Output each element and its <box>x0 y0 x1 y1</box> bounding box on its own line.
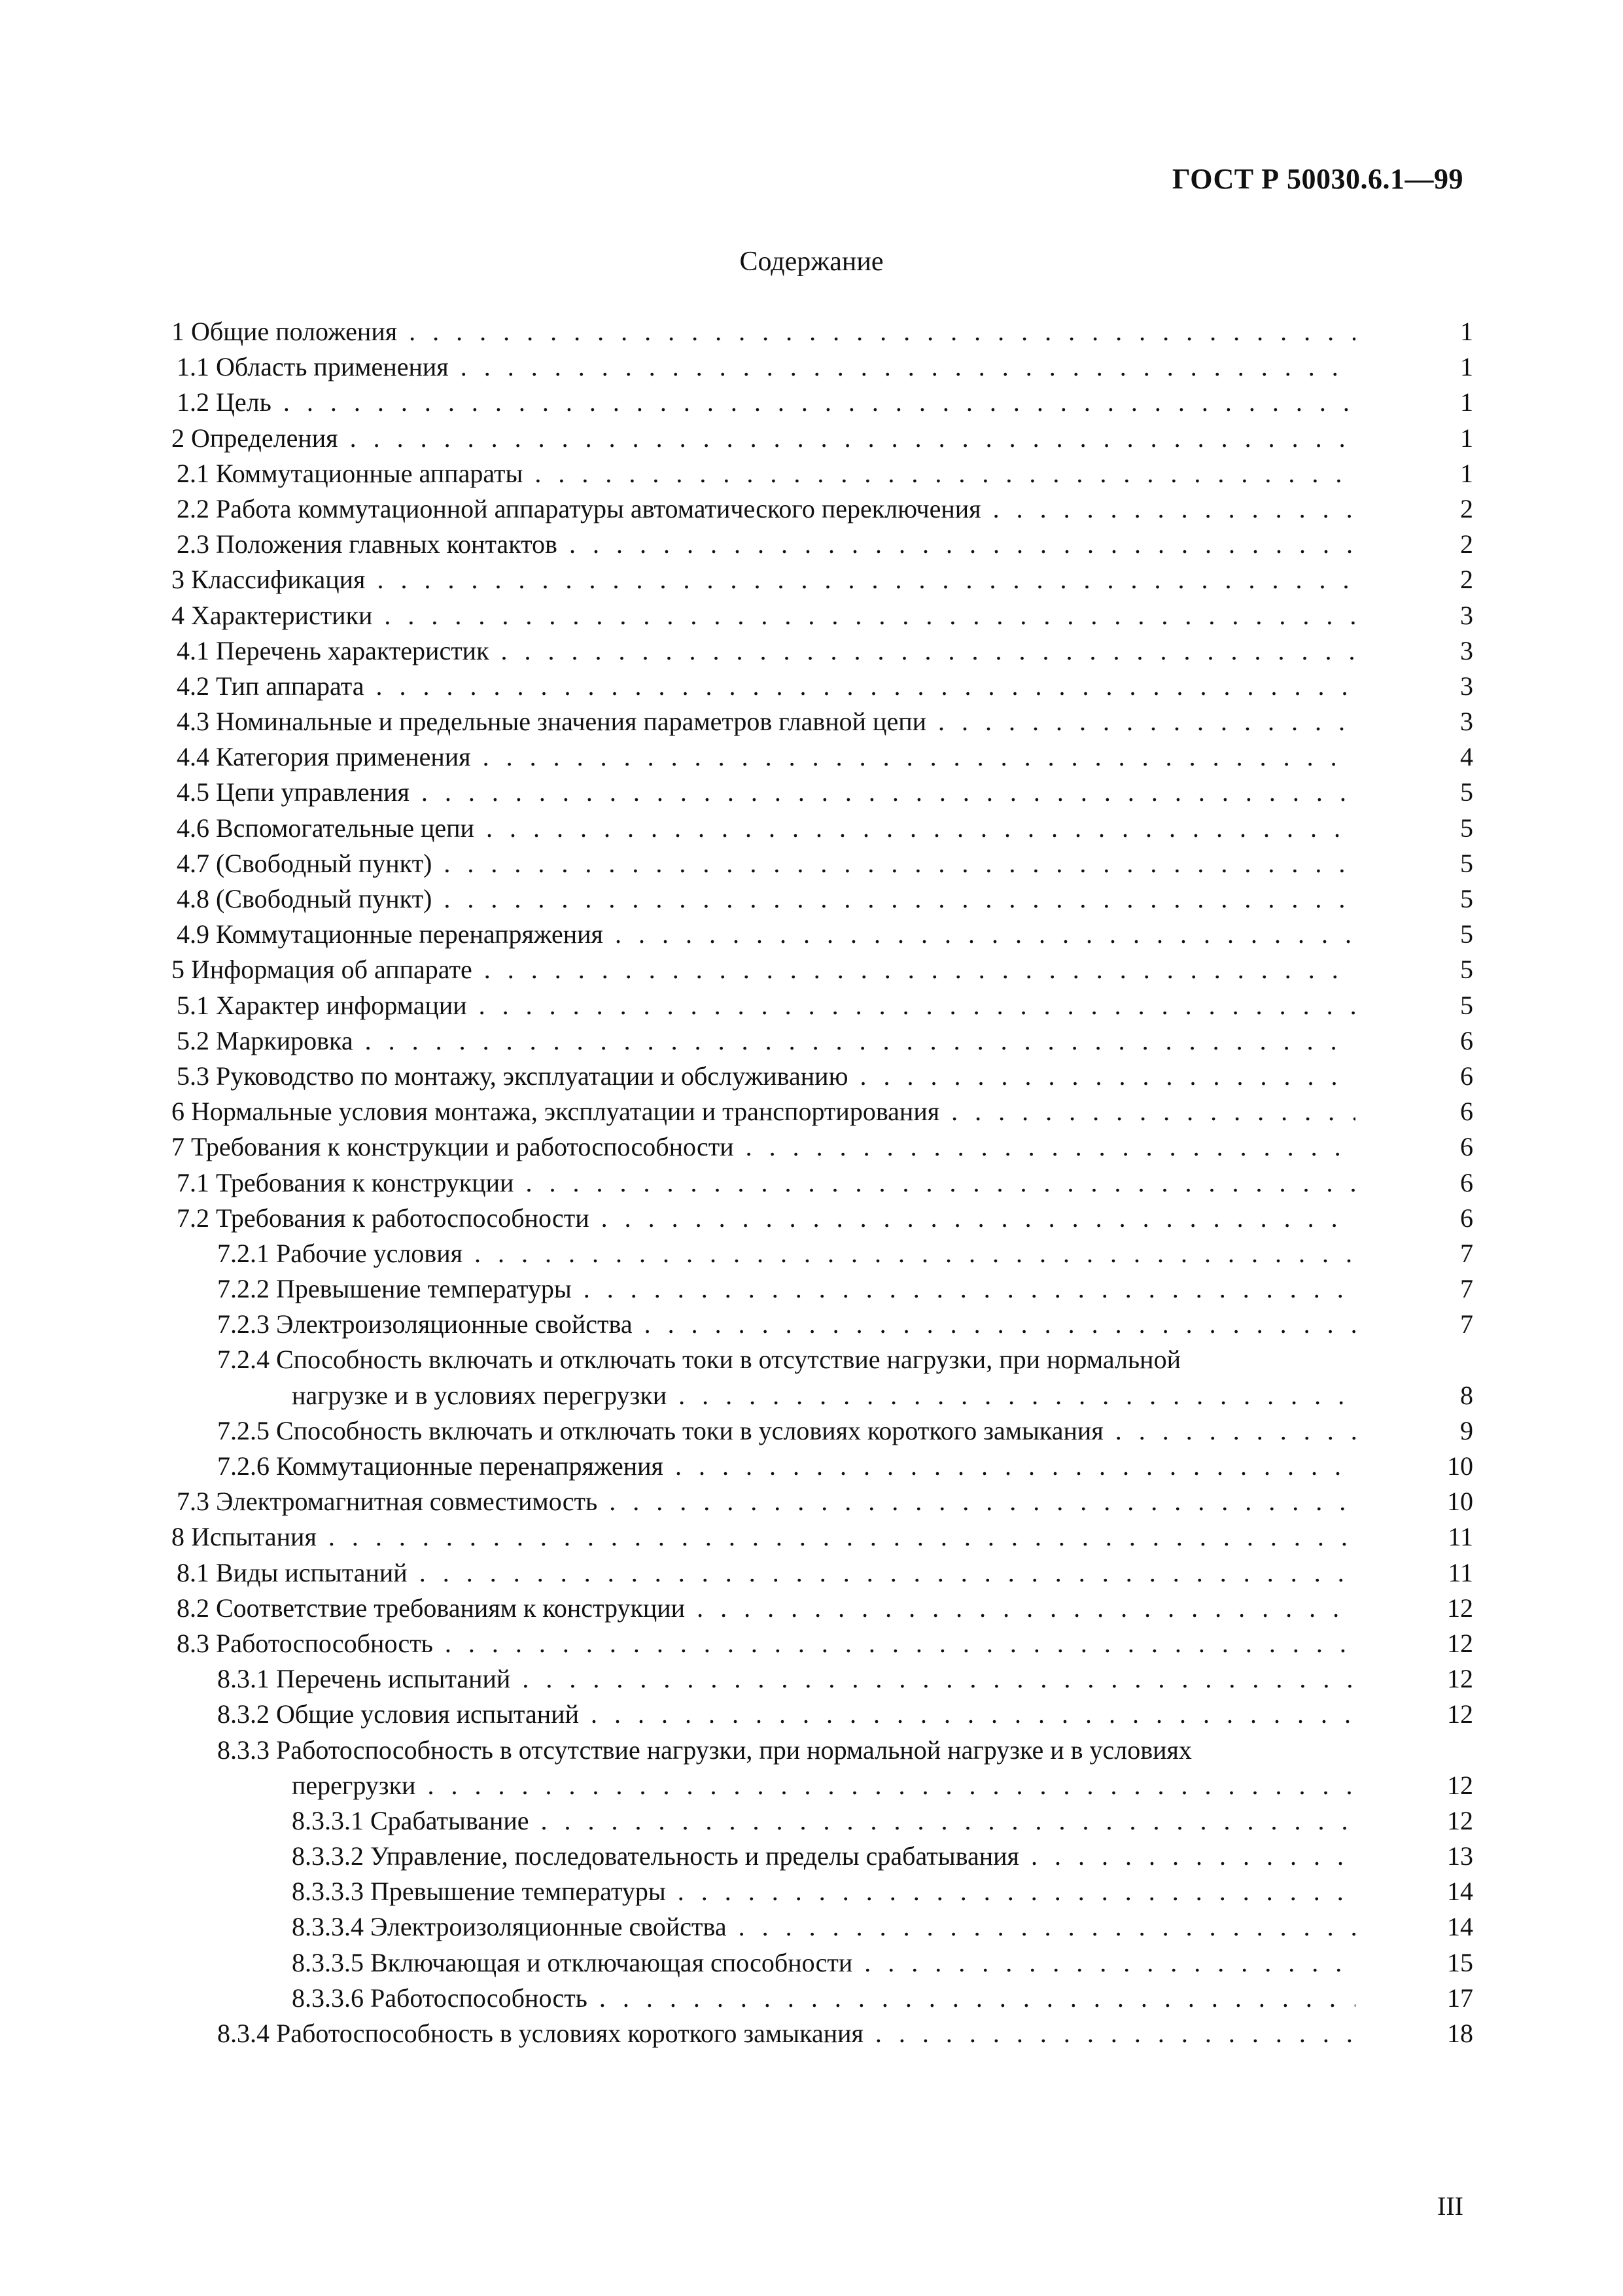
toc-entry-title: 8.3.3.1 Срабатывание <box>292 1805 529 1835</box>
toc-entry <box>171 1519 1473 1555</box>
toc-entry <box>171 1023 1473 1059</box>
toc-entry-title: 8.3.1 Перечень испытаний <box>217 1664 511 1694</box>
toc-entry-page: 11 <box>1448 1522 1473 1552</box>
toc-entry <box>171 1165 1473 1201</box>
toc-entry <box>171 1449 1473 1484</box>
toc-entry <box>171 385 1473 420</box>
toc-entry-page: 12 <box>1447 1770 1473 1800</box>
toc-entry <box>171 1626 1473 1661</box>
toc-entry-page: 14 <box>1447 1877 1473 1907</box>
toc-entry-page: 5 <box>1460 848 1473 878</box>
toc-entry-page: 2 <box>1460 493 1473 523</box>
page-folio: III <box>1437 2191 1463 2221</box>
toc-entry <box>171 1733 1473 1768</box>
toc-entry-page: 5 <box>1460 955 1473 985</box>
toc-entry-title: 4.3 Номинальные и предельные значения параметров главной цепи <box>177 707 927 737</box>
toc-entry-title: 8.3.3.6 Работоспособность <box>292 1983 587 2013</box>
toc-entry-title: 8.2 Соответствие требованиям к конструкции <box>177 1593 686 1623</box>
toc-entry-page: 6 <box>1460 1061 1473 1091</box>
toc-entry-page: 5 <box>1460 813 1473 843</box>
toc-entry-title: 8.3.3.3 Превышение температуры <box>292 1877 666 1907</box>
toc-entry-title: 7.2.6 Коммутационные перенапряжения <box>217 1451 663 1481</box>
toc-entry <box>171 775 1473 810</box>
toc-entry <box>171 988 1473 1023</box>
toc-entry <box>171 1981 1473 2016</box>
toc-entry-page: 17 <box>1447 1983 1473 2013</box>
toc-entry-title: 1.1 Область применения <box>177 352 449 382</box>
toc-entry-title: 8 Испытания <box>171 1522 317 1552</box>
toc-entry <box>171 1342 1473 1377</box>
toc-entry-page: 13 <box>1447 1841 1473 1871</box>
toc-entry-title: 7.3 Электромагнитная совместимость <box>177 1487 598 1517</box>
toc-entry <box>171 314 1473 349</box>
toc-entry-title: 1.2 Цель <box>177 387 271 417</box>
toc-entry-title: 5.3 Руководство по монтажу, эксплуатации и обслуживанию <box>177 1061 848 1091</box>
toc-entry-title: 4.8 (Свободный пункт) <box>177 884 432 913</box>
toc-entry <box>171 1413 1473 1449</box>
toc-entry-title: 8.3.3.2 Управление, последовательность и пределы срабатывания <box>292 1841 1019 1871</box>
toc-entry <box>171 811 1473 846</box>
toc-entry-page: 1 <box>1460 352 1473 382</box>
toc-entry-title: 8.3.3 Работоспособность в отсутствие нагрузки, при нормальной нагрузке и в условиях <box>217 1735 1192 1765</box>
toc-entry <box>171 1909 1473 1945</box>
table-of-contents <box>171 314 1473 2051</box>
toc-entry-title: 5.1 Характер информации <box>177 990 467 1020</box>
toc-entry-page: 10 <box>1447 1487 1473 1517</box>
toc-entry-title: 6 Нормальные условия монтажа, эксплуатации и транспортирования <box>171 1097 940 1127</box>
toc-entry <box>171 527 1473 562</box>
toc-entry-page: 7 <box>1460 1238 1473 1268</box>
toc-entry-page: 2 <box>1460 565 1473 595</box>
toc-entry-page: 8 <box>1460 1380 1473 1410</box>
toc-entry-title: 4.9 Коммутационные перенапряжения <box>177 919 603 949</box>
toc-entry-title: нагрузке и в условиях перегрузки <box>292 1380 667 1410</box>
toc-entry-page: 2 <box>1460 529 1473 559</box>
toc-entry <box>171 1697 1473 1732</box>
toc-entry-page: 12 <box>1447 1699 1473 1729</box>
toc-entry <box>171 1378 1473 1413</box>
toc-entry <box>171 1094 1473 1129</box>
toc-entry <box>171 1839 1473 1874</box>
toc-entry-title: 7 Требования к конструкции и работоспособности <box>171 1132 734 1162</box>
toc-entry-page: 9 <box>1460 1415 1473 1445</box>
toc-entry-page: 12 <box>1447 1593 1473 1623</box>
toc-entry-page: 7 <box>1460 1274 1473 1304</box>
toc-entry <box>171 598 1473 633</box>
toc-entry-title: 2 Определения <box>171 423 338 453</box>
toc-entry <box>171 1768 1473 1803</box>
toc-entry-page: 5 <box>1460 919 1473 949</box>
toc-entry <box>171 456 1473 491</box>
toc-entry <box>171 952 1473 987</box>
toc-entry-title: 3 Классификация <box>171 565 366 595</box>
toc-entry-title: перегрузки <box>292 1770 416 1800</box>
toc-entry-page: 5 <box>1460 777 1473 807</box>
toc-entry-page: 11 <box>1448 1557 1473 1587</box>
toc-entry-page: 12 <box>1447 1805 1473 1835</box>
toc-entry-page: 10 <box>1447 1451 1473 1481</box>
toc-entry-title: 2.3 Положения главных контактов <box>177 529 557 559</box>
toc-entry <box>171 1874 1473 1909</box>
toc-entry-page: 18 <box>1447 2019 1473 2048</box>
toc-entry <box>171 421 1473 456</box>
toc-entry-title: 4.2 Тип аппарата <box>177 671 364 701</box>
toc-entry-page: 6 <box>1460 1132 1473 1162</box>
toc-entry-title: 4.4 Категория применения <box>177 742 471 772</box>
toc-entry <box>171 1484 1473 1519</box>
toc-entry-page: 6 <box>1460 1097 1473 1127</box>
toc-entry <box>171 1307 1473 1342</box>
toc-entry <box>171 739 1473 775</box>
toc-entry <box>171 1129 1473 1165</box>
toc-entry <box>171 1201 1473 1236</box>
toc-entry-page: 5 <box>1460 884 1473 913</box>
toc-entry-title: 4.7 (Свободный пункт) <box>177 848 432 878</box>
toc-entry-page: 1 <box>1460 317 1473 346</box>
toc-entry-page: 1 <box>1460 387 1473 417</box>
toc-entry-title: 8.3 Работоспособность <box>177 1628 433 1658</box>
toc-entry-title: 4 Характеристики <box>171 600 373 630</box>
toc-entry-title: 7.2.2 Превышение температуры <box>217 1274 572 1304</box>
toc-entry <box>171 562 1473 597</box>
toc-entry <box>171 2016 1473 2051</box>
toc-entry <box>171 1059 1473 1094</box>
toc-entry-page: 1 <box>1460 458 1473 488</box>
toc-entry-page: 6 <box>1460 1167 1473 1197</box>
toc-entry-title: 8.1 Виды испытаний <box>177 1557 408 1587</box>
toc-entry-page: 12 <box>1447 1664 1473 1694</box>
document-code: ГОСТ Р 50030.6.1—99 <box>1172 163 1463 195</box>
toc-entry <box>171 917 1473 952</box>
toc-entry-title: 2.2 Работа коммутационной аппаратуры автоматического переключения <box>177 493 981 523</box>
toc-entry <box>171 1271 1473 1307</box>
toc-entry-page: 12 <box>1447 1628 1473 1658</box>
toc-entry-title: 4.6 Вспомогательные цепи <box>177 813 474 843</box>
toc-entry <box>171 704 1473 739</box>
toc-entry <box>171 846 1473 881</box>
toc-entry-title: 7.2 Требования к работоспособности <box>177 1203 589 1233</box>
toc-entry-title: 8.3.3.5 Включающая и отключающая способности <box>292 1947 853 1977</box>
toc-entry-title: 7.2.5 Способность включать и отключать токи в условиях короткого замыкания <box>217 1415 1104 1445</box>
toc-entry <box>171 1661 1473 1697</box>
toc-entry-page: 5 <box>1460 990 1473 1020</box>
toc-entry <box>171 491 1473 527</box>
toc-entry-title: 2.1 Коммутационные аппараты <box>177 458 523 488</box>
toc-entry-page: 3 <box>1460 707 1473 737</box>
toc-entry-title: 4.5 Цепи управления <box>177 777 410 807</box>
toc-entry-title: 5 Информация об аппарате <box>171 955 472 985</box>
toc-entry-title: 8.3.4 Работоспособность в условиях короткого замыкания <box>217 2019 864 2048</box>
toc-entry-title: 8.3.2 Общие условия испытаний <box>217 1699 579 1729</box>
toc-entry <box>171 1591 1473 1626</box>
toc-entry <box>171 633 1473 669</box>
toc-entry-title: 7.2.4 Способность включать и отключать токи в отсутствие нагрузки, при нормальной <box>217 1345 1181 1375</box>
toc-entry-title: 4.1 Перечень характеристик <box>177 635 489 665</box>
toc-entry-page: 3 <box>1460 600 1473 630</box>
toc-entry <box>171 669 1473 704</box>
toc-title: Содержание <box>739 247 884 277</box>
toc-entry-page: 3 <box>1460 635 1473 665</box>
toc-entry <box>171 881 1473 917</box>
toc-entry <box>171 349 1473 385</box>
toc-entry-page: 1 <box>1460 423 1473 453</box>
toc-entry-title: 7.2.1 Рабочие условия <box>217 1238 462 1268</box>
toc-entry <box>171 1236 1473 1271</box>
toc-entry-title: 7.2.3 Электроизоляционные свойства <box>217 1309 633 1339</box>
toc-entry-page: 4 <box>1460 742 1473 772</box>
toc-entry <box>171 1555 1473 1591</box>
toc-entry-title: 1 Общие положения <box>171 317 398 346</box>
toc-entry-title: 8.3.3.4 Электроизоляционные свойства <box>292 1912 727 1942</box>
toc-entry-title: 5.2 Маркировка <box>177 1025 353 1055</box>
toc-entry-page: 6 <box>1460 1025 1473 1055</box>
toc-entry-page: 14 <box>1447 1912 1473 1942</box>
toc-entry-page: 6 <box>1460 1203 1473 1233</box>
toc-entry <box>171 1803 1473 1839</box>
toc-entry-title: 7.1 Требования к конструкции <box>177 1167 514 1197</box>
toc-entry-page: 15 <box>1447 1947 1473 1977</box>
toc-entry <box>171 1945 1473 1981</box>
toc-entry-page: 3 <box>1460 671 1473 701</box>
toc-entry-page: 7 <box>1460 1309 1473 1339</box>
